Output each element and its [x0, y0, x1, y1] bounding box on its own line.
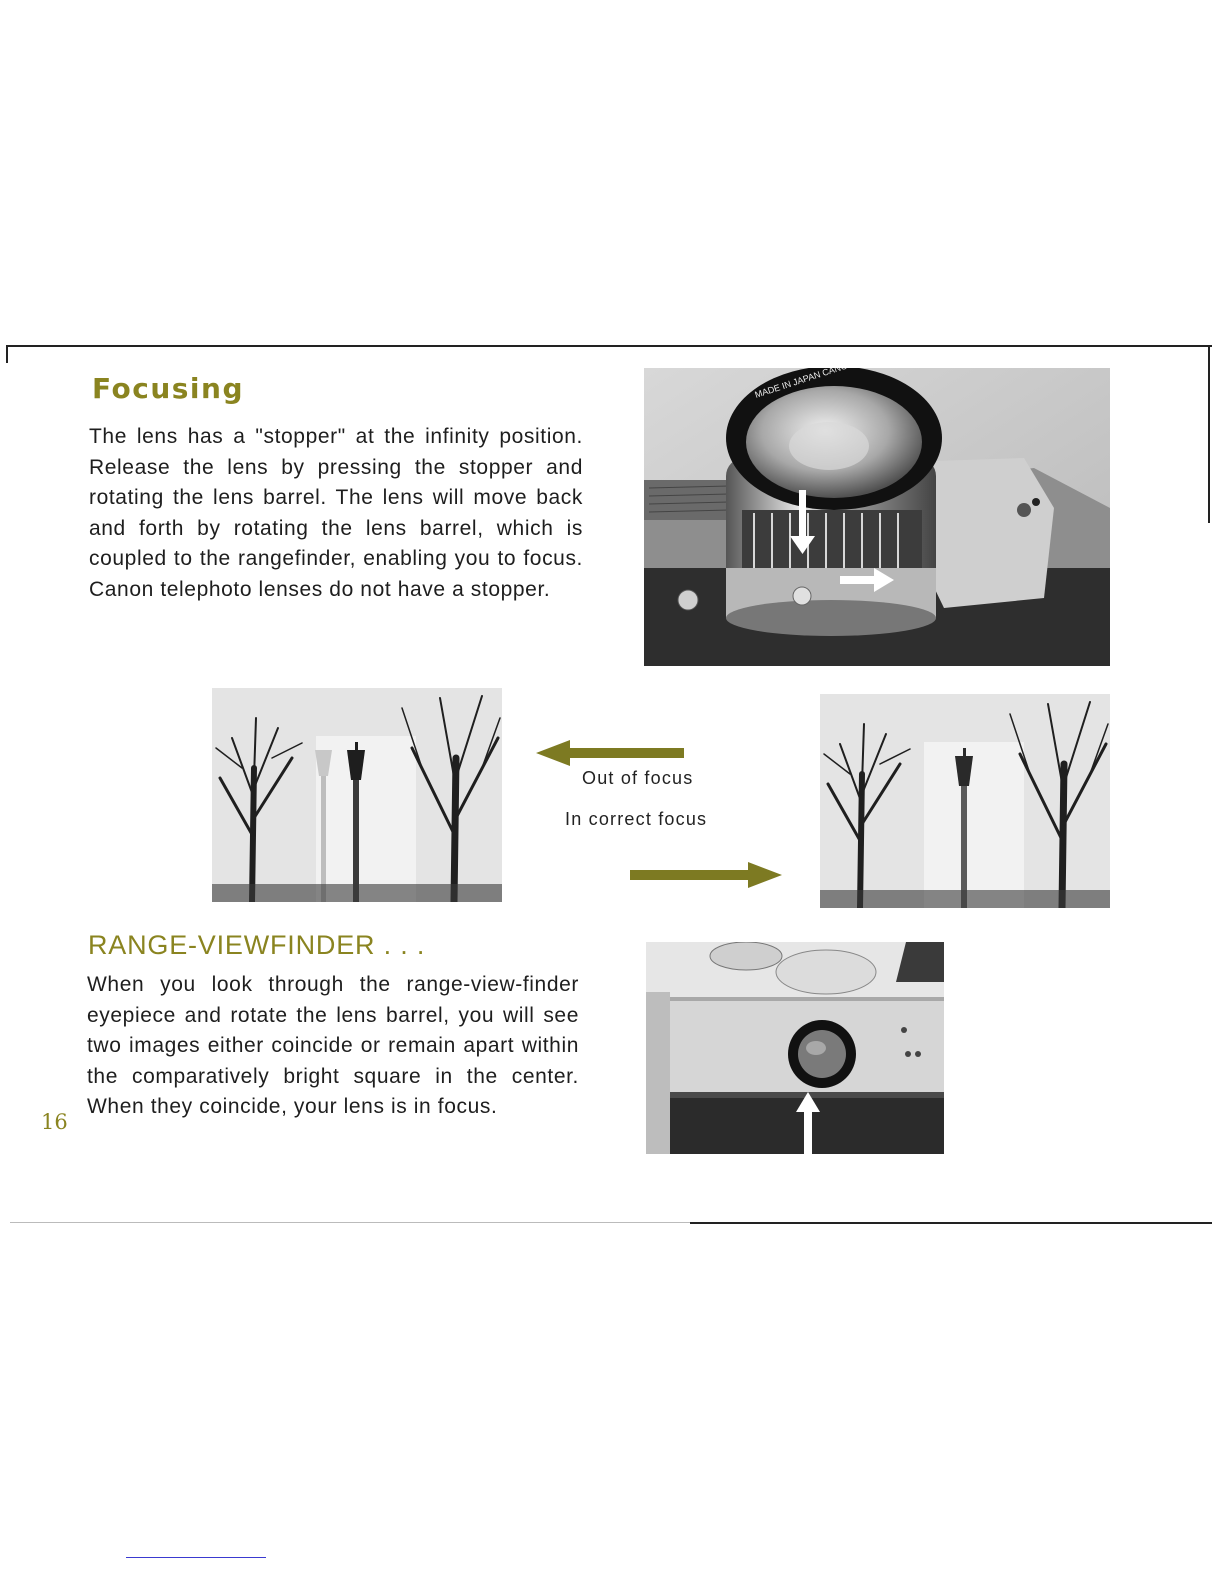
- bottom-rule-faint: [10, 1222, 690, 1223]
- bottom-rule: [690, 1222, 1212, 1224]
- out-of-focus-label: Out of focus: [582, 768, 694, 788]
- lens-barrel-photo: [644, 368, 1110, 666]
- in-focus-photo: [820, 694, 1110, 908]
- focusing-heading: Focusing: [92, 372, 244, 405]
- range-viewfinder-heading: RANGE-VIEWFINDER . . .: [88, 930, 426, 960]
- range-viewfinder-paragraph: When you look through the range-view-finder eyepiece and rotate the lens barrel, you will see two images either coincide or remain apart within the comparatively bright square in the center. When they coincide, your lens is in focus.: [87, 973, 579, 1118]
- left-edge-mark: [6, 345, 8, 363]
- in-focus-label: In correct focus: [565, 809, 708, 829]
- out-of-focus-photo: [212, 688, 502, 902]
- focusing-paragraph: The lens has a "stopper" at the infinity position. Release the lens by pressing the stopper and rotating the lens barrel. The lens will move back and forth by rotating the lens barrel, which is coupled to the rangefinder, enabling you to focus. Canon telephoto lenses do not have a stopper.: [89, 425, 583, 601]
- viewfinder-eyepiece-photo: [646, 942, 944, 1154]
- left-arrow-icon: [536, 740, 686, 771]
- footer-rule: [126, 1557, 266, 1558]
- page-number: 16: [41, 1110, 68, 1134]
- right-arrow-icon: [630, 862, 782, 893]
- right-rule: [1208, 345, 1210, 523]
- top-rule: [8, 345, 1212, 347]
